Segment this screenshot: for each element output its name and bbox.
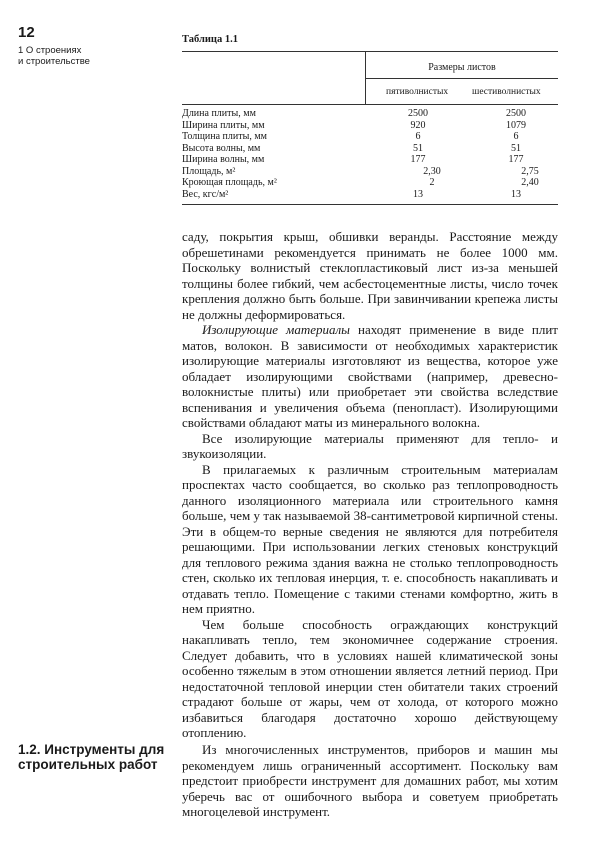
paragraph xyxy=(182,322,558,431)
paragraph-text: находят применение в виде плит матов, волокон. В зависимости от необходимых характеристик изолирующие материалы изготовляют из вещества, которое уже обладает изолирующими свойствами (например, древесно-волокнистые плиты) или приобретает эти свойства вследствие вспенивания и увеличения объема (пенопласт). Изолирующими свойствами обладают маты из минерального волокна. xyxy=(182,322,558,430)
row-label: Толщина плиты, мм xyxy=(182,131,267,142)
paragraph: Все изолирующие материалы применяют для тепло- и звукоизоляции. xyxy=(182,430,558,461)
cell-five-wave: 51 xyxy=(413,142,423,154)
paragraph: В прилагаемых к различным строительным материалам проспектах часто сообщается, во сколько раз теплопроводность данного изоляционного материала или строительного камня больше, чем у так называемой 38-сантиметровой кирпичной стены. Эти в общем-то верные сведения не являются для потребителя решающими. При использовании легких стеновых конструкций для теплового режима здания важна не столько теплопроводность стен, сколько их тепловая инерция, т. е. способность накапливать и отдавать тепло. Помещение с такими стенами комфортно, жить в нем приятно. xyxy=(182,461,558,616)
cell-five-wave: 177 xyxy=(410,154,426,165)
table-row xyxy=(182,166,558,178)
paragraph: Чем больше способность ограждающих конструкций накапливать тепло, тем экономичнее содержание строения. Следует добавить, что в условиях нашей климатической зоны особенно тяжелым в этом отношении является летний период. При недостаточной тепловой инерции стен обитатели таких строений страдают больше от жары, чем от холода, от которого можно избавиться благодаря достаточно хорошо действующему отоплению. xyxy=(182,616,558,740)
cell-five-wave: 13 xyxy=(413,188,423,200)
running-head xyxy=(18,45,90,67)
table-row xyxy=(182,108,558,120)
cell-five-wave: 2 xyxy=(429,177,435,188)
page-number: 12 xyxy=(18,24,35,41)
section-heading: 1.2. Инструменты для строительных работ xyxy=(18,742,165,772)
table-caption: Таблица 1.1 xyxy=(182,34,238,45)
column-header-five-wave: пятиволнистых xyxy=(386,87,449,97)
table-header-subrule xyxy=(366,78,558,79)
cell-six-wave: 177 xyxy=(508,154,524,165)
cell-six-wave: 2,40 xyxy=(521,177,539,188)
table-row xyxy=(182,189,558,201)
cell-five-wave: 2,30 xyxy=(423,165,441,177)
row-label: Ширина волны, мм xyxy=(182,154,265,165)
table-row xyxy=(182,154,558,166)
cell-six-wave: 13 xyxy=(511,188,521,200)
cell-five-wave: 2500 xyxy=(408,108,428,119)
table-row xyxy=(182,131,558,143)
section-paragraph: Из многочисленных инструментов, приборов и машин мы рекомендуем лишь ограниченный ассортимент. Поскольку вам предстоит приобрести инструмент для домашних работ, мы хотим уберечь вас от ошибочного выбора и советуем приобретать многоцелевой инструмент. xyxy=(182,742,558,819)
cell-six-wave: 51 xyxy=(511,142,521,154)
row-label: Вес, кгс/м² xyxy=(182,188,229,200)
term-insulating-materials: Изолирующие материалы xyxy=(202,322,350,337)
column-header-six-wave: шестиволнистых xyxy=(472,87,541,97)
table-row xyxy=(182,143,558,155)
cell-six-wave: 1079 xyxy=(506,119,526,131)
cell-six-wave: 2,75 xyxy=(521,165,539,177)
cell-six-wave: 6 xyxy=(513,131,519,142)
table-row xyxy=(182,120,558,132)
cell-five-wave: 920 xyxy=(410,119,426,131)
row-label: Кроющая площадь, м² xyxy=(182,177,277,188)
row-label: Длина плиты, мм xyxy=(182,108,256,119)
cell-six-wave: 2500 xyxy=(506,108,526,119)
body-text xyxy=(182,229,558,741)
sheet-size-table xyxy=(182,51,558,205)
row-label: Площадь, м² xyxy=(182,165,236,177)
running-head-line: и строительстве xyxy=(18,56,90,67)
table-group-header: Размеры листов xyxy=(428,62,496,73)
table-bottom-rule xyxy=(182,204,558,205)
row-label: Ширина плиты, мм xyxy=(182,119,265,131)
cell-five-wave: 6 xyxy=(415,131,421,142)
table-header xyxy=(182,52,558,104)
paragraph: саду, покрытия крыш, обшивки веранды. Расстояние между обрешетинами рекомендуется принимать не более 1000 мм. Поскольку волнистый стеклопластиковый лист из-за меньшей толщины более гибкий, чем асбестоцементные листы, число точек крепления должно быть больше. При завинчивании крепежа листы не должны деформироваться. xyxy=(182,229,558,322)
table-body xyxy=(182,105,558,204)
table-row xyxy=(182,177,558,189)
running-head-line: 1 О строениях xyxy=(18,45,82,56)
row-label: Высота волны, мм xyxy=(182,142,261,154)
